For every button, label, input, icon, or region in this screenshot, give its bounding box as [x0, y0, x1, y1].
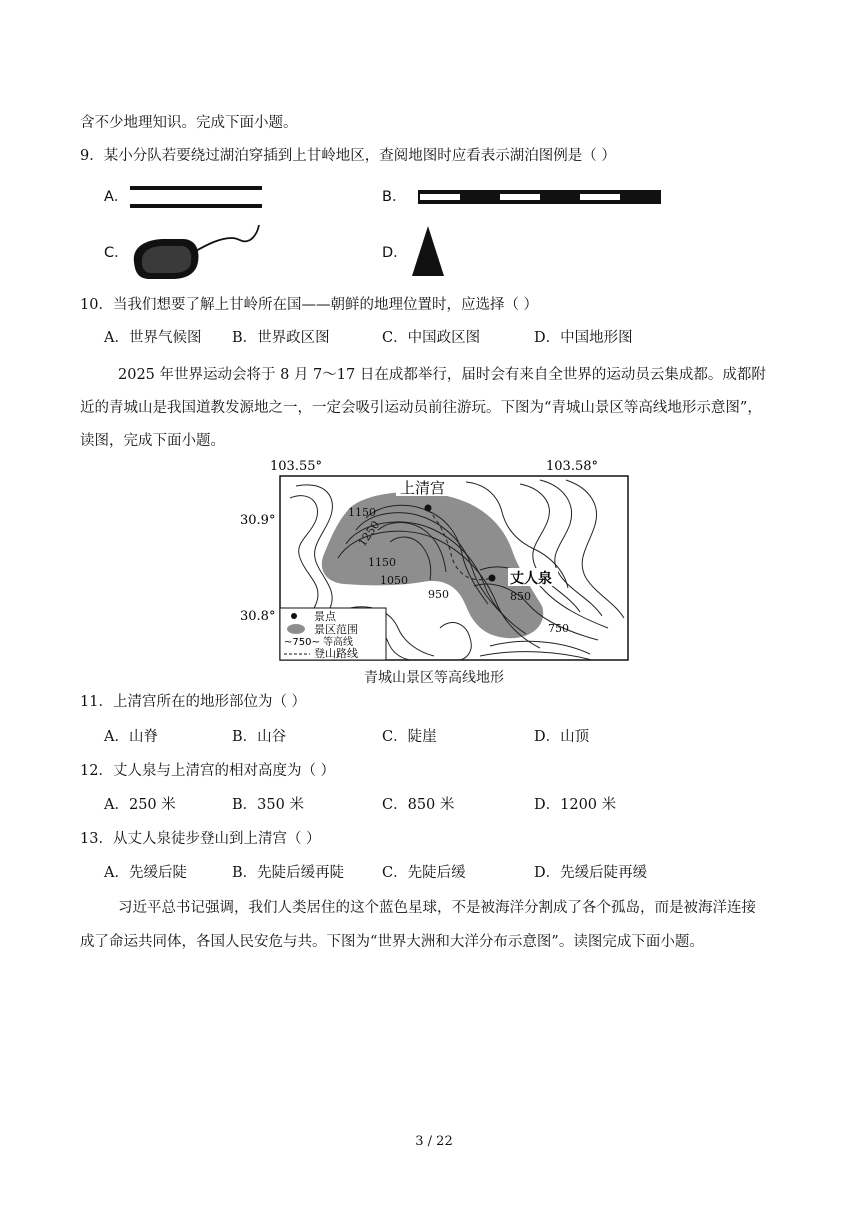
shangqing-palace-point	[425, 505, 432, 512]
map-legend	[280, 608, 386, 660]
q9-option-a: A．	[104, 189, 129, 205]
q9-option-b: B．	[382, 189, 407, 205]
passage-line: 习近平总书记强调，我们人类居住的这个蓝色星球，不是被海洋分割成了各个孤岛，而是被海洋连接	[118, 900, 756, 916]
q11-option-c: C．陡崖	[382, 729, 437, 745]
q9-option-c: C．	[104, 245, 129, 261]
legend-item: 登山路线	[314, 647, 358, 660]
q11-option-b: B．山谷	[232, 729, 287, 745]
q13-option-d: D．先缓后陡再缓	[534, 865, 648, 881]
contour-label: 1150	[348, 506, 376, 519]
question-12-stem: 12．丈人泉与上清宫的相对高度为（ ）	[80, 763, 336, 779]
q12-option-c: C．850 米	[382, 797, 455, 813]
q13-option-b: B．先陡后缓再陡	[232, 865, 345, 881]
passage-text: 含不少地理知识。完成下面小题。	[80, 115, 298, 131]
double-line-symbol	[130, 184, 262, 210]
legend-item: 景区范围	[314, 623, 358, 636]
contour-label: 950	[428, 588, 449, 601]
zhangren-spring-point	[489, 575, 496, 582]
q12-option-b: B．350 米	[232, 797, 304, 813]
passage-line: 读图，完成下面小题。	[80, 433, 225, 449]
q10-option-a: A．世界气候图	[104, 330, 202, 346]
contour-label: 1250	[355, 518, 383, 549]
railway-symbol	[418, 189, 662, 205]
passage-line: 成了命运共同体，各国人民安危与共。下图为“世界大洲和大洋分布示意图”。读图完成下面小题。	[80, 934, 704, 950]
page-number: 3 / 22	[415, 1134, 453, 1149]
question-10-stem: 10．当我们想要了解上甘岭所在国——朝鲜的地理位置时，应选择（ ）	[80, 297, 539, 313]
contour-label: 1050	[380, 574, 408, 587]
q9-option-d: D．	[382, 245, 408, 261]
q12-option-d: D．1200 米	[534, 797, 617, 813]
question-13-stem: 13．从丈人泉徒步登山到上清宫（ ）	[80, 831, 321, 847]
q12-option-a: A．250 米	[104, 797, 176, 813]
place-label-zhangren: 丈人泉	[510, 571, 552, 587]
contour-label: 1150	[368, 556, 396, 569]
lake-symbol	[128, 222, 264, 282]
lon-right-label: 103.58°	[546, 459, 598, 474]
peak-triangle-symbol	[410, 224, 446, 278]
q10-option-d: D．中国地形图	[534, 330, 633, 346]
q11-option-a: A．山脊	[104, 729, 158, 745]
q10-option-c: C．中国政区图	[382, 330, 481, 346]
q13-option-a: A．先缓后陡	[104, 865, 187, 881]
lon-left-label: 103.55°	[270, 459, 322, 474]
legend-item: ~750~ 等高线	[284, 637, 354, 648]
q13-option-c: C．先陡后缓	[382, 865, 466, 881]
lat-bottom-label: 30.8°	[240, 609, 276, 624]
contour-label: 750	[548, 622, 569, 635]
passage-line: 近的青城山是我国道教发源地之一，一定会吸引运动员前往游玩。下图为“青城山景区等高线地形示意图”，	[80, 400, 762, 416]
lat-top-label: 30.9°	[240, 513, 276, 528]
passage-line: 2025 年世界运动会将于 8 月 7～17 日在成都举行，届时会有来自全世界的运动员云集成都。成都附	[118, 367, 766, 383]
contour-map	[230, 458, 640, 664]
map-caption: 青城山景区等高线地形	[364, 670, 504, 686]
legend-item: 景点	[314, 610, 336, 623]
q10-option-b: B．世界政区图	[232, 330, 330, 346]
contour-label: 850	[510, 590, 531, 603]
question-9-stem: 9．某小分队若要绕过湖泊穿插到上甘岭地区，查阅地图时应看表示湖泊图例是（ ）	[80, 148, 616, 164]
place-label-shangqing: 上清宫	[400, 479, 446, 497]
question-11-stem: 11．上清宫所在的地形部位为（ ）	[80, 694, 307, 710]
q11-option-d: D．山顶	[534, 729, 590, 745]
